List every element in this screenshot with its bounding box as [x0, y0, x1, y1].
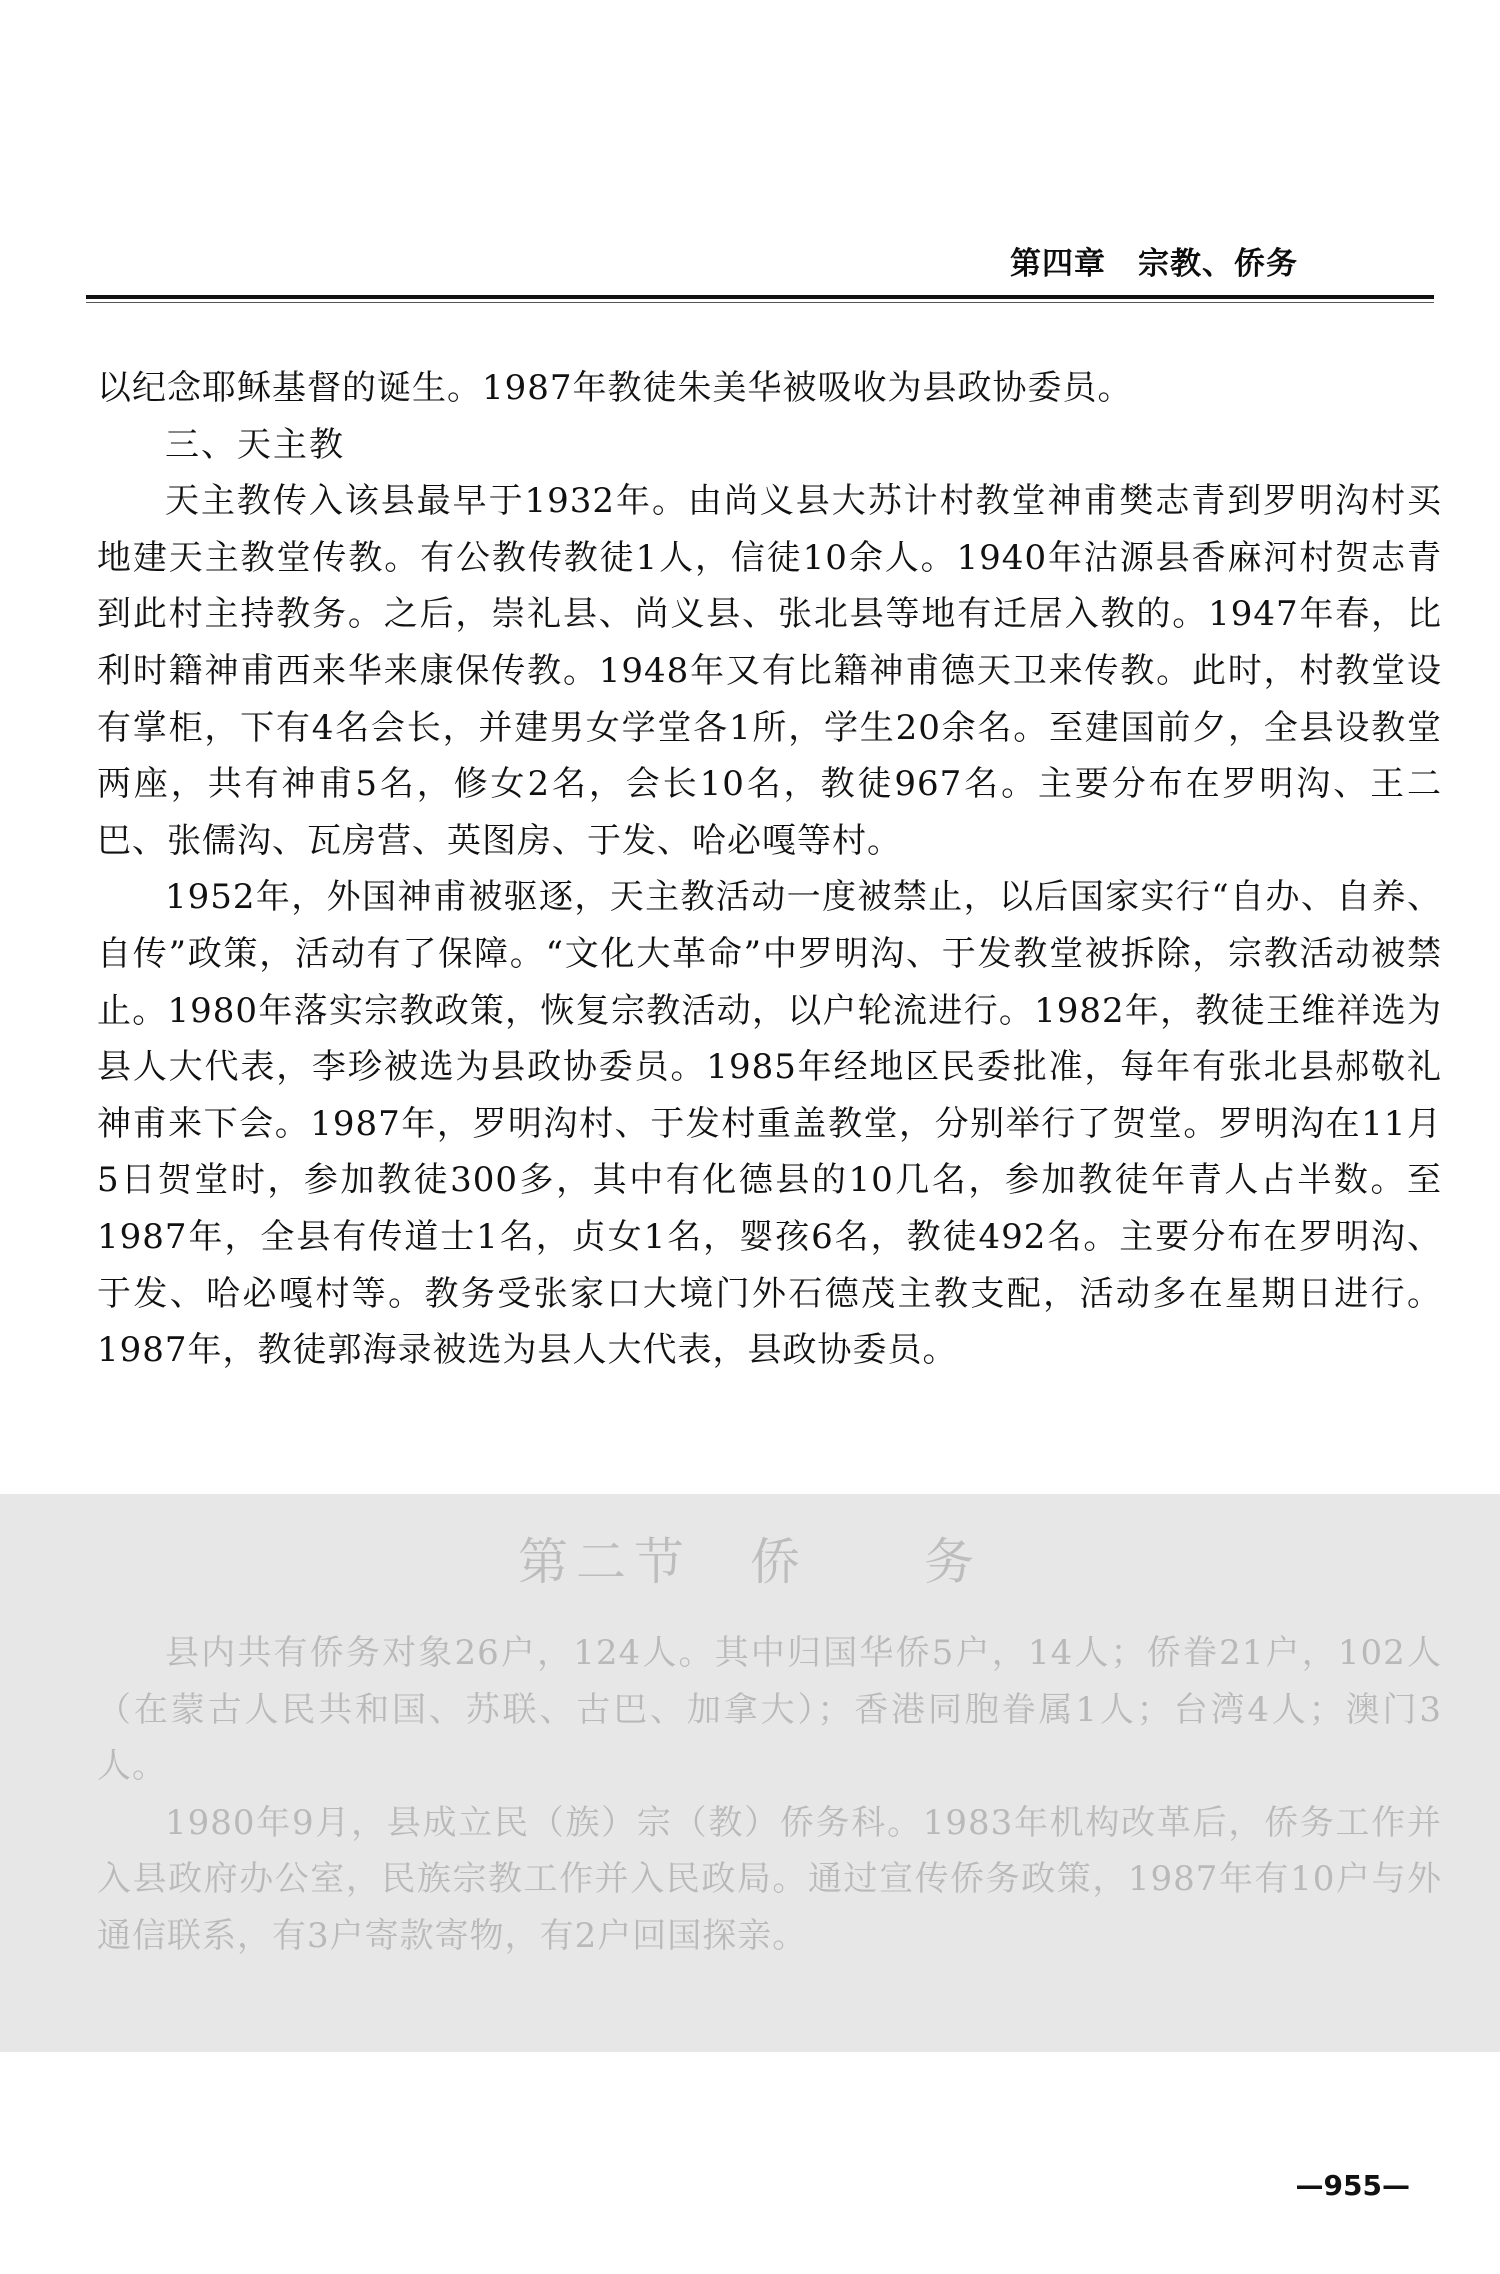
- main-text: [97, 360, 1442, 1379]
- page-number: —955—: [1295, 2169, 1410, 2202]
- section-title-overseas-affairs: 第二节 侨 务: [518, 1533, 982, 1591]
- paragraph-overseas-stats: 县内共有侨务对象26户，124人。其中归国华侨5户，14人；侨眷21户，102人（在蒙古人民共和国、苏联、古巴、加拿大）；香港同胞眷属1人；台湾4人；澳门3人。: [97, 1633, 1442, 1787]
- paragraph-overseas-office: 1980年9月，县成立民（族）宗（教）侨务科。1983年机构改革后，侨务工作并入县政府办公室，民族宗教工作并入民政局。通过宣传侨务政策，1987年有10户与外通信联系，有3户寄款寄物，有2户回国探亲。: [97, 1802, 1442, 1956]
- section-heading-catholicism: 三、天主教: [165, 424, 345, 465]
- header-rule: [86, 295, 1434, 299]
- overseas-affairs-text: [97, 1625, 1442, 1965]
- chapter-header: 第四章 宗教、侨务: [1010, 246, 1298, 282]
- paragraph-continuation: 以纪念耶稣基督的诞生。1987年教徒朱美华被吸收为县政协委员。: [97, 368, 1133, 408]
- paragraph-catholic-history: 天主教传入该县最早于1932年。由尚义县大苏计村教堂神甫樊志青到罗明沟村买地建天主教堂传教。有公教传教徒1人，信徒10余人。1940年沽源县香麻河村贺志青到此村主持教务。之后，崇礼县、尚义县、张北县等地有迁居入教的。1947年春，比利时籍神甫西来华来康保传教。1948年又有比籍神甫德天卫来传教。此时，村教堂设有掌柜，下有4名会长，并建男女学堂各1所，学生20余名。至建国前夕，全县设教堂两座，共有神甫5名，修女2名，会长10名，教徒967名。主要分布在罗明沟、王二巴、张儒沟、瓦房营、英图房、于发、哈必嘎等村。: [97, 481, 1442, 861]
- header-rule-thin: [86, 302, 1434, 303]
- paragraph-catholic-modern: 1952年，外国神甫被驱逐，天主教活动一度被禁止，以后国家实行“自办、自养、自传”政策，活动有了保障。“文化大革命”中罗明沟、于发教堂被拆除，宗教活动被禁止。1980年落实宗教政策，恢复宗教活动，以户轮流进行。1982年，教徒王维祥选为县人大代表，李珍被选为县政协委员。1985年经地区民委批准，每年有张北县郝敬礼神甫来下会。1987年，罗明沟村、于发村重盖教堂，分别举行了贺堂。罗明沟在11月5日贺堂时，参加教徒300多，其中有化德县的10几名，参加教徒年青人占半数。至1987年，全县有传道士1名，贞女1名，婴孩6名，教徒492名。主要分布在罗明沟、于发、哈必嘎村等。教务受张家口大境门外石德茂主教支配，活动多在星期日进行。1987年，教徒郭海录被选为县人大代表，县政协委员。: [97, 877, 1442, 1371]
